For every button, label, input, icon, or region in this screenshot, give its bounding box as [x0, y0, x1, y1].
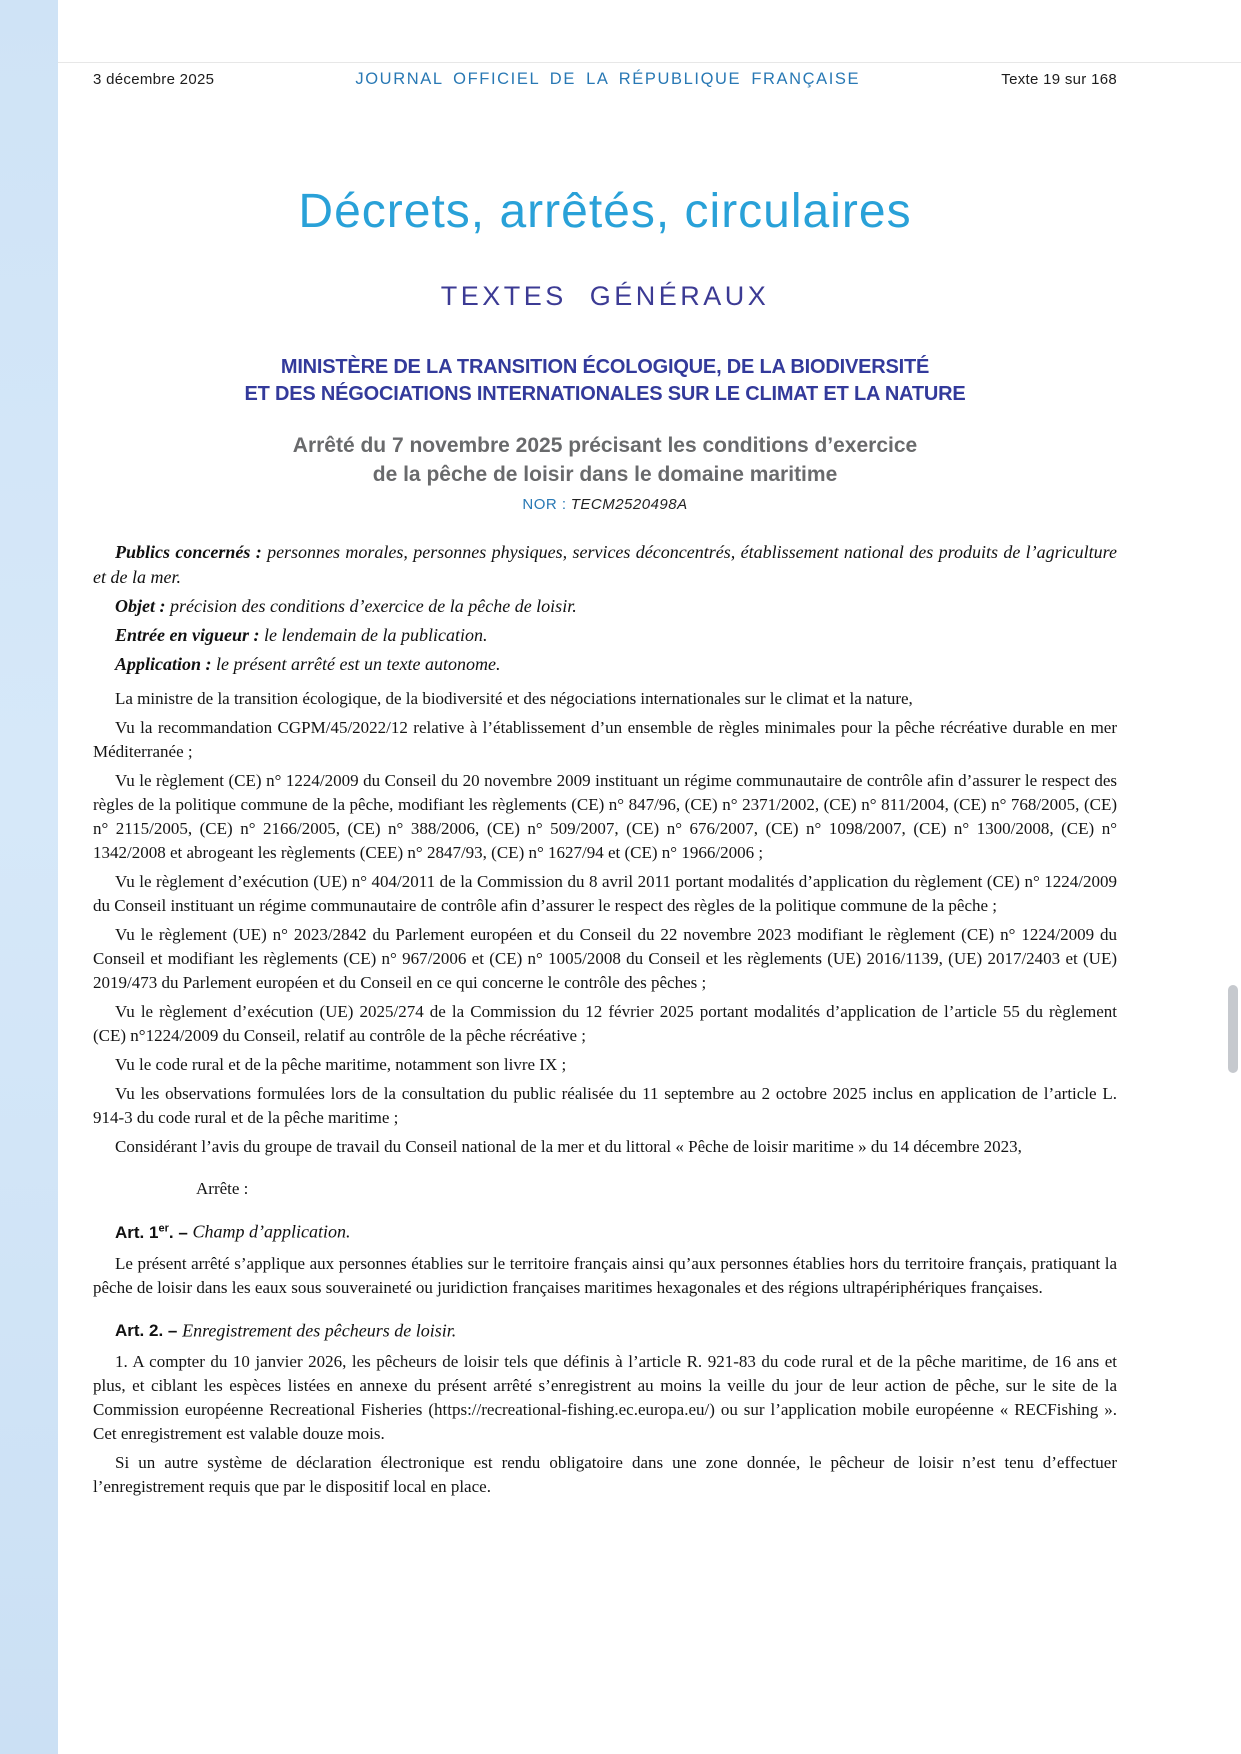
ministry-line-2: ET DES NÉGOCIATIONS INTERNATIONALES SUR LE CLIMAT ET LA NATURE: [244, 383, 966, 405]
publication-date: 3 décembre 2025: [93, 71, 215, 88]
summary-label: Entrée en vigueur :: [115, 625, 260, 645]
page-content: [93, 0, 1117, 1504]
enacting-formula: Arrête :: [196, 1179, 249, 1198]
journal-title: JOURNAL OFFICIEL DE LA RÉPUBLIQUE FRANÇAISE: [355, 70, 861, 88]
summary-item: [93, 594, 1117, 619]
nor-line: [93, 494, 1117, 515]
text-number: Texte 19 sur 168: [1001, 71, 1117, 88]
ministry-line-1: MINISTÈRE DE LA TRANSITION ÉCOLOGIQUE, DE LA BIODIVERSITÉ: [280, 356, 930, 378]
summary-item: [93, 540, 1117, 590]
preamble-paragraph: Vu le règlement (UE) n° 2023/2842 du Parlement européen et du Conseil du 22 novembre 2023 modifiant le règlement (CE) n° 1224/2009 du Conseil et modifiant les règlements (CE) n° 967/2006 et (CE) n° 1005/2008 du Conseil et les règlements (UE) 2016/1139, (UE) 2017/2403 et (UE) 2019/473 du Parlement européen et du Conseil en ce qui concerne le contrôle des pêches ;: [93, 925, 1117, 992]
article-1-heading: [93, 1215, 1117, 1246]
preamble-paragraph: Considérant l’avis du groupe de travail du Conseil national de la mer et du littoral « Pêche de loisir maritime » du 14 décembre 2023,: [115, 1137, 1022, 1156]
nor-label: NOR :: [522, 496, 567, 513]
summary-text: le présent arrêté est un texte autonome.: [216, 654, 501, 674]
summary-text: précision des conditions d’exercice de la pêche de loisir.: [169, 596, 577, 616]
summary-item: [93, 623, 1117, 648]
scrollbar-thumb[interactable]: [1228, 985, 1238, 1073]
preamble-paragraph: Vu le code rural et de la pêche maritime, notamment son livre IX ;: [115, 1055, 567, 1074]
preamble-paragraph: Vu les observations formulées lors de la consultation du public réalisée du 11 septembre au 2 octobre 2025 inclus en application de l’article L. 914-3 du code rural et de la pêche maritime ;: [93, 1084, 1117, 1127]
preamble-paragraph: Vu le règlement d’exécution (UE) 2025/274 de la Commission du 12 février 2025 portant modalités d’application de l’article 55 du règlement (CE) n°1224/2009 du Conseil, relatif au contrôle de la pêche récréative ;: [93, 1002, 1117, 1045]
article-1-title: Champ d’application.: [192, 1221, 351, 1242]
article-2-paragraph: 1. A compter du 10 janvier 2026, les pêcheurs de loisir tels que définis à l’article R. 921-83 du code rural et de la pêche maritime, de 16 ans et plus, et ciblant les espèces listées en annexe du présent arrêté s’enregistrent au moins la veille du jour de leur action de pêche, sur le site de la Commission européenne Recreational Fisheries (https://recreational-fishing.ec.europa.eu/) ou sur l’application mobile européenne « RECFishing ». Cet enregistrement est valable douze mois.: [93, 1352, 1117, 1444]
article-1-paragraph: Le présent arrêté s’applique aux personnes établies sur le territoire français ainsi qu’aux personnes établies hors du territoire français, pratiquant la pêche de loisir dans les eaux sous souveraineté ou juridiction françaises maritimes hexagonales et des régions ultrapériphériques françaises.: [93, 1253, 1117, 1297]
article-2-paragraph: Si un autre système de déclaration électronique est rendu obligatoire dans une zone donnée, le pêcheur de loisir n’est tenu d’effectuer l’enregistrement requis que par le dispositif local en place.: [93, 1453, 1117, 1497]
nor-value: TECM2520498A: [570, 496, 688, 513]
preamble-paragraph: Vu la recommandation CGPM/45/2022/12 relative à l’établissement d’un ensemble de règles minimales pour la pêche récréative durable en mer Méditerranée ;: [93, 718, 1117, 761]
section-title: Décrets, arrêtés, circulaires: [298, 185, 912, 238]
subsection-title: TEXTES GÉNÉRAUX: [440, 281, 770, 311]
summary-item: [93, 652, 1117, 677]
preamble-paragraph: Vu le règlement (CE) n° 1224/2009 du Conseil du 20 novembre 2009 instituant un régime communautaire de contrôle afin d’assurer le respect des règles de la politique commune de la pêche, modifiant les règlements (CE) n° 847/96, (CE) n° 2371/2002, (CE) n° 811/2004, (CE) n° 768/2005, (CE) n° 2115/2005, (CE) n° 2166/2005, (CE) n° 388/2006, (CE) n° 509/2007, (CE) n° 676/2007, (CE) n° 1098/2007, (CE) n° 1300/2008, (CE) n° 1342/2008 et abrogeant les règlements (CEE) n° 2847/93, (CE) n° 1627/94 et (CE) n° 1966/2006 ;: [93, 771, 1117, 862]
journal-header: [93, 0, 1117, 89]
act-title: [93, 431, 1117, 489]
summary-block: [93, 540, 1117, 677]
summary-label: Application :: [115, 654, 212, 674]
preamble-paragraph: La ministre de la transition écologique, de la biodiversité et des négociations internationales sur le climat et la nature,: [115, 689, 913, 708]
act-title-line-1: Arrêté du 7 novembre 2025 précisant les conditions d’exercice: [292, 434, 918, 457]
summary-label: Objet :: [115, 596, 166, 616]
preamble-block: [93, 687, 1117, 1159]
article-2-number: Art. 2. –: [115, 1321, 183, 1341]
preamble-paragraph: Vu le règlement d’exécution (UE) n° 404/2011 de la Commission du 8 avril 2011 portant modalités d’application du règlement (CE) n° 1224/2009 du Conseil instituant un régime communautaire de contrôle afin d’assurer le respect des règles de la politique commune de la pêche ;: [93, 872, 1117, 915]
article-2-heading: [93, 1314, 1117, 1345]
summary-label: Publics concernés :: [115, 542, 262, 562]
act-title-line-2: de la pêche de loisir dans le domaine maritime: [372, 463, 838, 486]
article-2-title: Enregistrement des pêcheurs de loisir.: [182, 1320, 457, 1341]
viewer-left-margin-band: [0, 0, 58, 1754]
article-1-number: Art. 1er. –: [115, 1222, 193, 1242]
summary-text: personnes morales, personnes physiques, services déconcentrés, établissement national des produits de l’agriculture et de la mer.: [93, 542, 1117, 587]
ministry-heading: [93, 354, 1117, 408]
summary-text: le lendemain de la publication.: [264, 625, 488, 645]
